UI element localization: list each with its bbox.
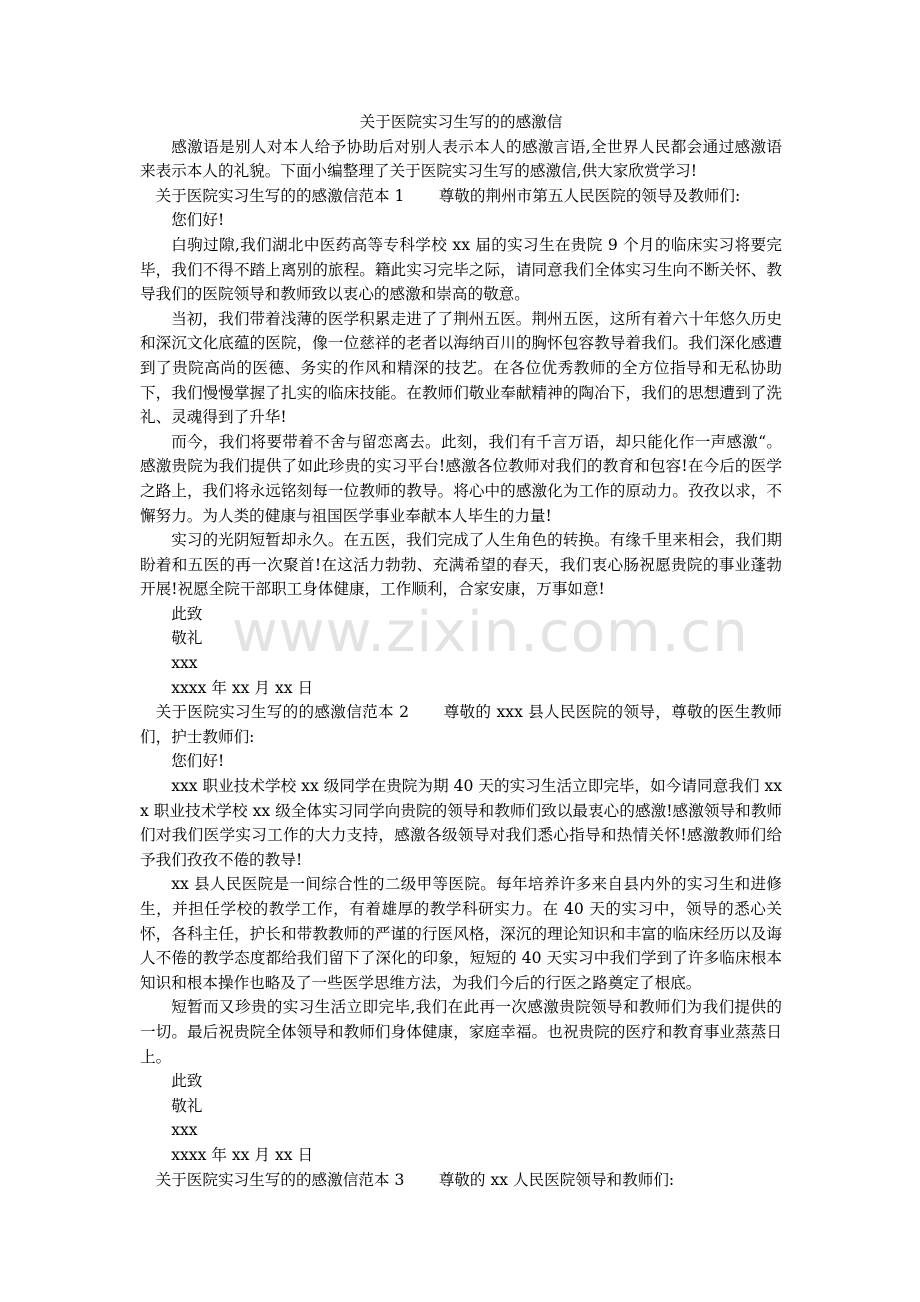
closing-line: 此致 (171, 1072, 203, 1091)
document-title: 关于医院实习生写的的感激信 (359, 113, 563, 131)
letter-salutation: 尊敬的荆州市第五人民医院的领导及教师们: (438, 186, 741, 205)
letter-paragraph: 而今，我们将要带着不舍与留恋离去。此刻，我们有千言万语，却只能化作一声感激“。感激贵院为我们提供了如此珍贵的实习平台!感激各位教师对我们的教育和包容!在今后的医学之路上，我们将永远铭刻每一位教师的教导。将心中的感激化为工作的原动力。孜孜以求，不懈努力。为人类的健康与祖国医学事业奉献本人毕生的力量! (140, 432, 782, 525)
closing-line: 敬礼 (171, 629, 203, 648)
letter-heading-title: 关于医院实习生写的的感激信范本 1 (155, 186, 405, 205)
signature: xxx (171, 1121, 198, 1140)
letter-2 (140, 700, 782, 1167)
letter-paragraph: xxx 职业技术学校 xx 级同学在贵院为期 40 天的实习生活立即完毕，如今请同意我们 xxx 职业技术学校 xx 级全体实习同学向贵院的领导和教师们致以最衷心的感激!感激领导和教师们对我们医学实习工作的大力支持，感激各级领导对我们悉心指导和热情关怀!感激教师们给予我们孜孜不倦的教导! (140, 777, 782, 869)
letter-paragraph: 当初，我们带着浅薄的医学积累走进了了荆州五医。荆州五医，这所有着六十年悠久历史和深沉文化底蕴的医院，像一位慈祥的老者以海纳百川的胸怀包容教导着我们。我们深化感遭到了贵院高尚的医德、务实的作风和精深的技艺。在各位优秀教师的全方位指导和无私协助下，我们慢慢掌握了扎实的临床技能。在教师们敬业奉献精神的陶冶下，我们的思想遭到了洗礼、灵魂得到了升华! (140, 309, 782, 427)
letter-3 (140, 1168, 782, 1193)
date-line: xxxx 年 xx 月 xx 日 (171, 1145, 314, 1164)
signature: xxx (171, 654, 198, 673)
document-body (140, 110, 782, 1192)
letter-heading (140, 1168, 782, 1193)
letter-paragraph: 实习的光阴短暂却永久。在五医，我们完成了人生角色的转换。有缘千里来相会，我们期盼着和五医的再一次聚首!在这活力勃勃、充满希望的春天，我们衷心肠祝愿贵院的事业蓬勃开展!祝愿全院干部职工身体健康，工作顺利，合家安康，万事如意! (140, 531, 782, 599)
watermark: www.zixin.com.cn (232, 600, 749, 665)
letter-salutation: 尊敬的 xxx 县人民医院的领导，尊敬的医生教师们，护士教师们: (140, 703, 782, 746)
letter-paragraph: xx 县人民医院是一间综合性的二级甲等医院。每年培养许多来自县内外的实习生和进修生，并担任学校的教学工作，有着雄厚的教学科研实力。在 40 天的实习中，领导的悉心关怀，各科主任，护长和带教教师的严谨的行医风格，深沉的理论知识和丰富的临床经历以及诲人不倦的教学态度都给我们留下了深化的印象，短短的 40 天实习中我们学到了许多临床根本知识和根本操作也略及了一些医学思维方法，为我们今后的行医之路奠定了根底。 (140, 875, 782, 992)
letter-heading-title: 关于医院实习生写的的感激信范本 2 (155, 703, 410, 722)
letter-paragraph: 短暂而又珍贵的实习生活立即完毕,我们在此再一次感激贵院领导和教师们为我们提供的一切。最后祝贵院全体领导和教师们身体健康，家庭幸福。也祝贵院的医疗和教育事业蒸蒸日上。 (140, 998, 782, 1066)
letter-1 (140, 184, 782, 700)
letter-heading (140, 700, 782, 749)
letter-greeting: 您们好! (171, 211, 225, 230)
letter-paragraph: 白驹过隙,我们湖北中医药高等专科学校 xx 届的实习生在贵院 9 个月的临床实习将要完毕，我们不得不踏上离别的旅程。籍此实习完毕之际，请同意我们全体实习生向不断关怀、教导我们的医院领导和教师致以衷心的感激和崇高的敬意。 (140, 235, 782, 304)
date-line: xxxx 年 xx 月 xx 日 (171, 678, 314, 697)
letter-heading-title: 关于医院实习生写的的感激信范本 3 (155, 1170, 405, 1189)
intro-paragraph: 感激语是别人对本人给予协助后对别人表示本人的感激言语,全世界人民都会通过感激语来表示本人的礼貌。下面小编整理了关于医院实习生写的感激信,供大家欣赏学习! (140, 137, 782, 181)
closing-line: 此致 (171, 604, 203, 623)
letter-heading (140, 184, 782, 209)
letter-salutation: 尊敬的 xx 人民医院领导和教师们: (438, 1170, 675, 1189)
letter-greeting: 您们好! (171, 752, 225, 771)
closing-line: 敬礼 (171, 1096, 203, 1115)
